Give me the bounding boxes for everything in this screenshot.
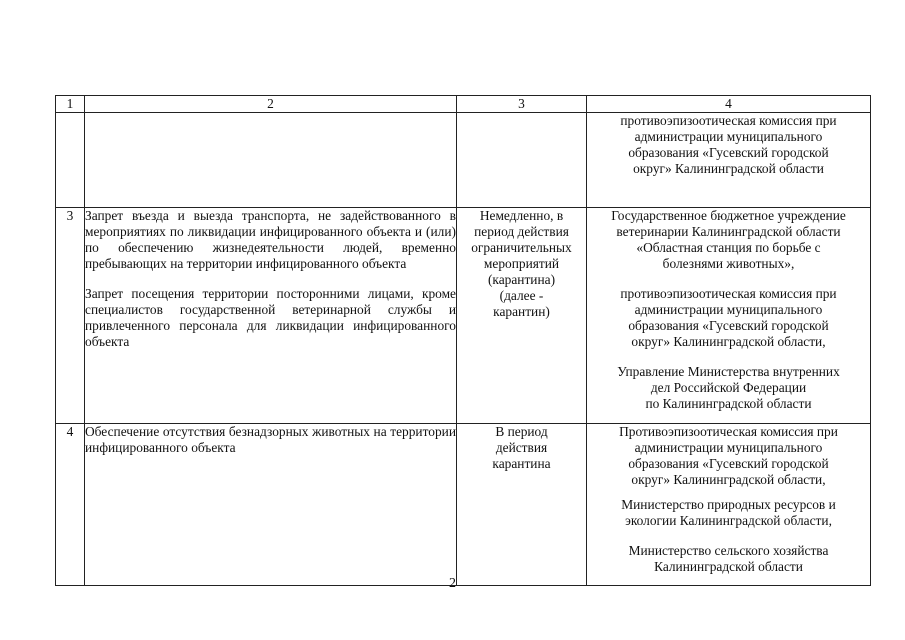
resp-line: администрации муниципального (634, 302, 823, 317)
table-row-4 (56, 424, 871, 586)
header-col-4: 4 (587, 96, 871, 113)
term-line: Немедленно, в (479, 208, 564, 223)
resp-line: экологии Калининградской области, (625, 513, 832, 528)
resp-line: Калининградской области (654, 559, 803, 574)
responsible-bodies (587, 424, 871, 586)
term-line: карантина (492, 456, 551, 471)
resp-line: округ» Калининградской области (633, 161, 824, 176)
measure-term (457, 424, 587, 586)
resp-line: противоэпизоотическая комиссия при (620, 113, 837, 128)
resp-line: администрации муниципального (634, 440, 823, 455)
table-row-3 (56, 208, 871, 424)
measure-text: Запрет посещения территории посторонними лицами, кроме специалистов государственной ветеринарной службы и привлеченного персонала для ликвидации инфицированного объекта (85, 286, 456, 349)
row-number: 4 (56, 424, 85, 586)
resp-line: Управление Министерства внутренних (617, 364, 840, 379)
resp-line: образования «Гусевский городской (628, 145, 829, 160)
row-number: 3 (56, 208, 85, 424)
cont-term-cell (457, 113, 587, 208)
resp-line: болезнями животных», (662, 256, 795, 271)
measure-description (85, 208, 457, 424)
cont-resp-cell (587, 113, 871, 208)
header-col-3: 3 (457, 96, 587, 113)
term-line: действия (495, 440, 548, 455)
term-line: период действия (474, 224, 569, 239)
term-line: (карантина) (487, 272, 556, 287)
page-number: 2 (449, 576, 456, 591)
term-line: (далее - (499, 288, 544, 303)
resp-line: округ» Калининградской области, (631, 334, 826, 349)
header-col-1: 1 (56, 96, 85, 113)
resp-line: образования «Гусевский городской (628, 318, 829, 333)
resp-line: Противоэпизоотическая комиссия при (619, 424, 838, 439)
cont-num-cell (56, 113, 85, 208)
resp-line: Министерство сельского хозяйства (628, 543, 829, 558)
resp-line: Государственное бюджетное учреждение (611, 208, 846, 223)
resp-line: по Калининградской области (645, 396, 812, 411)
header-row (56, 96, 871, 113)
resp-line: образования «Гусевский городской (628, 456, 829, 471)
measure-text: Запрет въезда и выезда транспорта, не задействованного в мероприятиях по ликвидации инфицированного объекта и (или) по обеспечению жизнедеятельности людей, временно пребывающих на территории инфицированного объекта (85, 208, 456, 271)
responsible-bodies (587, 208, 871, 424)
term-line: ограничительных (471, 240, 572, 255)
measure-description (85, 424, 457, 586)
resp-line: дел Российской Федерации (650, 380, 807, 395)
term-line: мероприятий (483, 256, 560, 271)
resp-line: Министерство природных ресурсов и (621, 497, 836, 512)
cont-desc-cell (85, 113, 457, 208)
measure-term (457, 208, 587, 424)
resp-line: «Областная станция по борьбе с (636, 240, 821, 255)
table-row-continuation (56, 113, 871, 208)
measures-table (55, 95, 871, 586)
resp-line: округ» Калининградской области, (631, 472, 826, 487)
resp-line: противоэпизоотическая комиссия при (620, 286, 837, 301)
measure-text: Обеспечение отсутствия безнадзорных животных на территории инфицированного объекта (85, 424, 456, 455)
resp-line: администрации муниципального (634, 129, 823, 144)
resp-line: ветеринарии Калининградской области (616, 224, 841, 239)
header-col-2: 2 (85, 96, 457, 113)
term-line: карантин) (493, 304, 550, 319)
term-line: В период (495, 424, 548, 439)
